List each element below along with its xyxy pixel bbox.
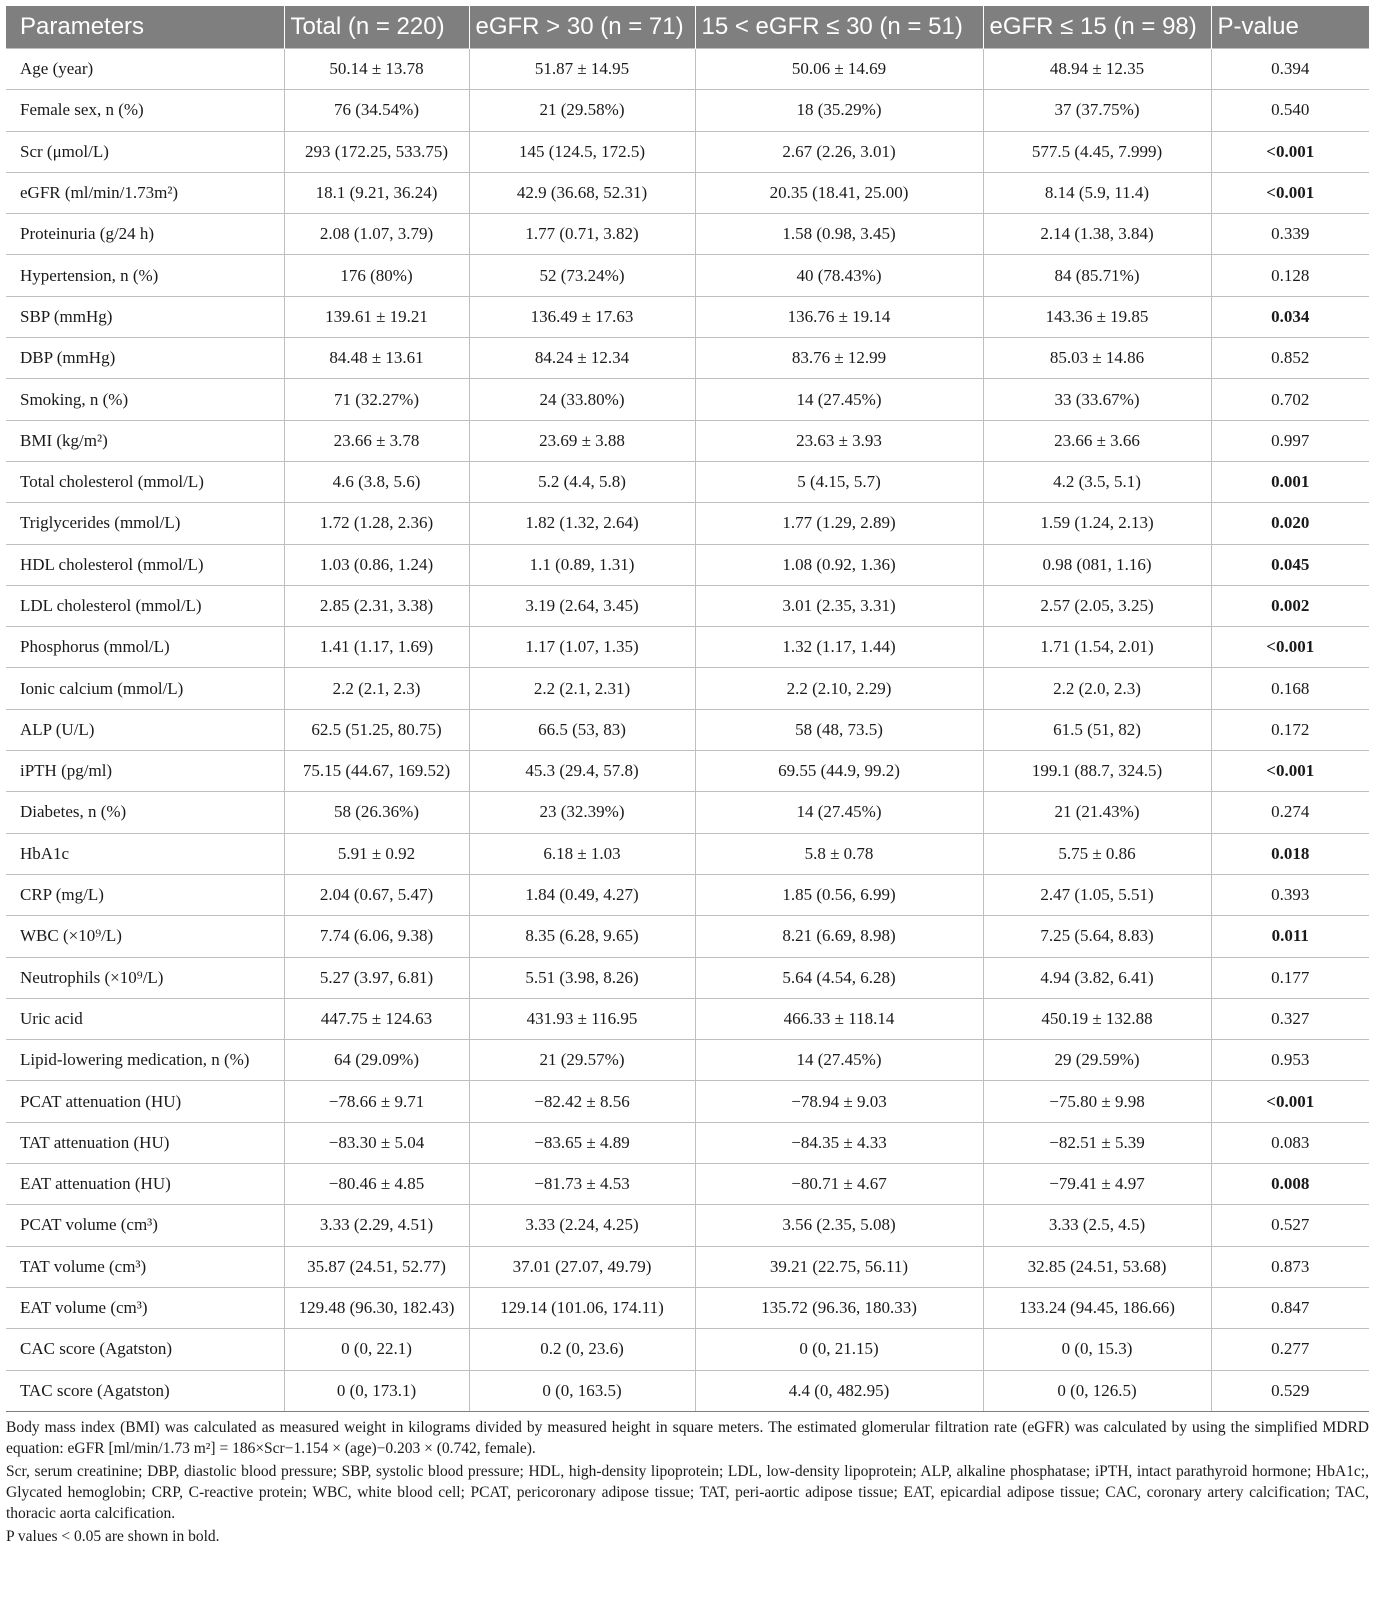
table-row: [6, 1081, 1369, 1122]
parameter-cell: Total cholesterol (mmol/L): [6, 461, 284, 502]
parameter-cell: Smoking, n (%): [6, 379, 284, 420]
egfr-15-30-cell: 0 (0, 21.15): [695, 1329, 983, 1370]
parameter-cell: CRP (mg/L): [6, 874, 284, 915]
p-value-cell: 0.852: [1211, 338, 1369, 379]
egfr-15-30-cell: 8.21 (6.69, 8.98): [695, 916, 983, 957]
total-cell: 176 (80%): [284, 255, 469, 296]
egfr-le-15-cell: 61.5 (51, 82): [983, 709, 1211, 750]
p-value-cell: 0.394: [1211, 49, 1369, 90]
egfr-15-30-cell: 1.32 (1.17, 1.44): [695, 627, 983, 668]
egfr-gt-30-cell: 37.01 (27.07, 49.79): [469, 1246, 695, 1287]
total-cell: 64 (29.09%): [284, 1040, 469, 1081]
baseline-characteristics-table: [6, 6, 1369, 1412]
p-value-cell: 0.327: [1211, 998, 1369, 1039]
egfr-15-30-cell: 3.56 (2.35, 5.08): [695, 1205, 983, 1246]
p-value-cell: 0.011: [1211, 916, 1369, 957]
egfr-le-15-cell: 1.59 (1.24, 2.13): [983, 503, 1211, 544]
parameter-cell: Uric acid: [6, 998, 284, 1039]
p-value-cell: 0.002: [1211, 585, 1369, 626]
table-row: [6, 338, 1369, 379]
total-cell: 62.5 (51.25, 80.75): [284, 709, 469, 750]
total-cell: 7.74 (6.06, 9.38): [284, 916, 469, 957]
p-value-cell: 0.529: [1211, 1370, 1369, 1411]
p-value-cell: <0.001: [1211, 131, 1369, 172]
egfr-le-15-cell: 4.94 (3.82, 6.41): [983, 957, 1211, 998]
parameter-cell: Female sex, n (%): [6, 90, 284, 131]
total-cell: 0 (0, 173.1): [284, 1370, 469, 1411]
egfr-15-30-cell: −80.71 ± 4.67: [695, 1164, 983, 1205]
egfr-15-30-cell: 83.76 ± 12.99: [695, 338, 983, 379]
egfr-15-30-cell: 50.06 ± 14.69: [695, 49, 983, 90]
table-row: [6, 379, 1369, 420]
egfr-le-15-cell: 37 (37.75%): [983, 90, 1211, 131]
egfr-le-15-cell: 0 (0, 126.5): [983, 1370, 1211, 1411]
egfr-15-30-cell: 466.33 ± 118.14: [695, 998, 983, 1039]
table-row: [6, 709, 1369, 750]
egfr-gt-30-cell: 1.1 (0.89, 1.31): [469, 544, 695, 585]
table-row: [6, 461, 1369, 502]
p-value-cell: 0.953: [1211, 1040, 1369, 1081]
total-cell: 139.61 ± 19.21: [284, 296, 469, 337]
p-value-cell: 0.274: [1211, 792, 1369, 833]
egfr-le-15-cell: 29 (29.59%): [983, 1040, 1211, 1081]
egfr-gt-30-cell: −81.73 ± 4.53: [469, 1164, 695, 1205]
egfr-gt-30-cell: 1.82 (1.32, 2.64): [469, 503, 695, 544]
p-value-cell: 0.527: [1211, 1205, 1369, 1246]
table-row: [6, 998, 1369, 1039]
table-row: [6, 916, 1369, 957]
egfr-gt-30-cell: −82.42 ± 8.56: [469, 1081, 695, 1122]
total-cell: 35.87 (24.51, 52.77): [284, 1246, 469, 1287]
table-row: [6, 503, 1369, 544]
p-value-cell: 0.128: [1211, 255, 1369, 296]
p-value-cell: 0.702: [1211, 379, 1369, 420]
table-row: [6, 49, 1369, 90]
parameter-cell: Age (year): [6, 49, 284, 90]
egfr-15-30-cell: −84.35 ± 4.33: [695, 1122, 983, 1163]
egfr-gt-30-cell: 1.17 (1.07, 1.35): [469, 627, 695, 668]
egfr-15-30-cell: 2.2 (2.10, 2.29): [695, 668, 983, 709]
egfr-le-15-cell: 143.36 ± 19.85: [983, 296, 1211, 337]
egfr-le-15-cell: 577.5 (4.45, 7.999): [983, 131, 1211, 172]
table-row: [6, 957, 1369, 998]
egfr-le-15-cell: 3.33 (2.5, 4.5): [983, 1205, 1211, 1246]
parameter-cell: iPTH (pg/ml): [6, 751, 284, 792]
header-parameters: Parameters: [6, 6, 284, 49]
parameter-cell: Triglycerides (mmol/L): [6, 503, 284, 544]
egfr-le-15-cell: 48.94 ± 12.35: [983, 49, 1211, 90]
egfr-gt-30-cell: 6.18 ± 1.03: [469, 833, 695, 874]
egfr-15-30-cell: −78.94 ± 9.03: [695, 1081, 983, 1122]
footnote-abbreviations: Scr, serum creatinine; DBP, diastolic blood pressure; SBP, systolic blood pressure; HDL, high-density lipoprotein; LDL, low-density lipoprotein; ALP, alkaline phosphatase; iPTH, intact parathyroid hormone; HbA1c;, Glycated hemoglobin; CRP, C-reactive protein; WBC, white blood cell; PCAT, pericoronary adipose tissue; TAT, peri-aortic adipose tissue; EAT, epicardial adipose tissue; CAC, coronary artery calcification; TAC, thoracic aorta calcification.: [6, 1462, 1369, 1522]
footnote-bold: P values < 0.05 are shown in bold.: [6, 1527, 220, 1545]
footnote-bmi-egfr: Body mass index (BMI) was calculated as measured weight in kilograms divided by measured height in square meters. The estimated glomerular filtration rate (eGFR) was calculated by using the simplified MDRD equation: eGFR [ml/min/1.73 m²] = 186×Scr−1.154 × (age)−0.203 × (0.742, female).: [6, 1418, 1369, 1457]
egfr-le-15-cell: 5.75 ± 0.86: [983, 833, 1211, 874]
table-row: [6, 833, 1369, 874]
egfr-gt-30-cell: 21 (29.57%): [469, 1040, 695, 1081]
table-row: [6, 1329, 1369, 1370]
parameter-cell: DBP (mmHg): [6, 338, 284, 379]
table-row: [6, 874, 1369, 915]
egfr-le-15-cell: 23.66 ± 3.66: [983, 420, 1211, 461]
table-row: [6, 172, 1369, 213]
total-cell: 76 (34.54%): [284, 90, 469, 131]
egfr-le-15-cell: 4.2 (3.5, 5.1): [983, 461, 1211, 502]
egfr-15-30-cell: 5 (4.15, 5.7): [695, 461, 983, 502]
table-row: [6, 1370, 1369, 1411]
table-row: [6, 627, 1369, 668]
total-cell: 5.27 (3.97, 6.81): [284, 957, 469, 998]
egfr-gt-30-cell: 136.49 ± 17.63: [469, 296, 695, 337]
egfr-le-15-cell: 84 (85.71%): [983, 255, 1211, 296]
table-body: [6, 49, 1369, 1412]
total-cell: 50.14 ± 13.78: [284, 49, 469, 90]
egfr-gt-30-cell: 45.3 (29.4, 57.8): [469, 751, 695, 792]
p-value-cell: 0.001: [1211, 461, 1369, 502]
header-p-value: P-value: [1211, 6, 1369, 49]
egfr-gt-30-cell: 431.93 ± 116.95: [469, 998, 695, 1039]
total-cell: 129.48 (96.30, 182.43): [284, 1287, 469, 1328]
total-cell: 447.75 ± 124.63: [284, 998, 469, 1039]
egfr-15-30-cell: 40 (78.43%): [695, 255, 983, 296]
total-cell: 3.33 (2.29, 4.51): [284, 1205, 469, 1246]
egfr-15-30-cell: 58 (48, 73.5): [695, 709, 983, 750]
table-row: [6, 131, 1369, 172]
total-cell: 18.1 (9.21, 36.24): [284, 172, 469, 213]
egfr-15-30-cell: 1.08 (0.92, 1.36): [695, 544, 983, 585]
parameter-cell: PCAT attenuation (HU): [6, 1081, 284, 1122]
p-value-cell: 0.997: [1211, 420, 1369, 461]
egfr-15-30-cell: 14 (27.45%): [695, 792, 983, 833]
total-cell: 2.2 (2.1, 2.3): [284, 668, 469, 709]
egfr-15-30-cell: 135.72 (96.36, 180.33): [695, 1287, 983, 1328]
table-row: [6, 420, 1369, 461]
total-cell: 2.85 (2.31, 3.38): [284, 585, 469, 626]
egfr-le-15-cell: 1.71 (1.54, 2.01): [983, 627, 1211, 668]
total-cell: 75.15 (44.67, 169.52): [284, 751, 469, 792]
egfr-15-30-cell: 20.35 (18.41, 25.00): [695, 172, 983, 213]
egfr-le-15-cell: 2.2 (2.0, 2.3): [983, 668, 1211, 709]
parameter-cell: Diabetes, n (%): [6, 792, 284, 833]
table-row: [6, 214, 1369, 255]
egfr-le-15-cell: −79.41 ± 4.97: [983, 1164, 1211, 1205]
parameter-cell: BMI (kg/m²): [6, 420, 284, 461]
egfr-le-15-cell: 2.47 (1.05, 5.51): [983, 874, 1211, 915]
egfr-15-30-cell: 1.58 (0.98, 3.45): [695, 214, 983, 255]
egfr-gt-30-cell: 84.24 ± 12.34: [469, 338, 695, 379]
egfr-gt-30-cell: 21 (29.58%): [469, 90, 695, 131]
table-row: [6, 1164, 1369, 1205]
p-value-cell: 0.018: [1211, 833, 1369, 874]
egfr-15-30-cell: 14 (27.45%): [695, 1040, 983, 1081]
egfr-gt-30-cell: 0.2 (0, 23.6): [469, 1329, 695, 1370]
p-value-cell: <0.001: [1211, 172, 1369, 213]
egfr-15-30-cell: 1.77 (1.29, 2.89): [695, 503, 983, 544]
p-value-cell: 0.034: [1211, 296, 1369, 337]
egfr-gt-30-cell: 8.35 (6.28, 9.65): [469, 916, 695, 957]
p-value-cell: 0.083: [1211, 1122, 1369, 1163]
p-value-cell: 0.277: [1211, 1329, 1369, 1370]
p-value-cell: 0.339: [1211, 214, 1369, 255]
parameter-cell: TAT volume (cm³): [6, 1246, 284, 1287]
p-value-cell: 0.172: [1211, 709, 1369, 750]
parameter-cell: Neutrophils (×10⁹/L): [6, 957, 284, 998]
total-cell: 5.91 ± 0.92: [284, 833, 469, 874]
egfr-gt-30-cell: 24 (33.80%): [469, 379, 695, 420]
parameter-cell: LDL cholesterol (mmol/L): [6, 585, 284, 626]
total-cell: −80.46 ± 4.85: [284, 1164, 469, 1205]
egfr-gt-30-cell: 51.87 ± 14.95: [469, 49, 695, 90]
egfr-gt-30-cell: 5.51 (3.98, 8.26): [469, 957, 695, 998]
egfr-le-15-cell: 85.03 ± 14.86: [983, 338, 1211, 379]
egfr-le-15-cell: 8.14 (5.9, 11.4): [983, 172, 1211, 213]
total-cell: 84.48 ± 13.61: [284, 338, 469, 379]
egfr-gt-30-cell: 1.84 (0.49, 4.27): [469, 874, 695, 915]
table-row: [6, 255, 1369, 296]
header-row: [6, 6, 1369, 49]
p-value-cell: 0.393: [1211, 874, 1369, 915]
p-value-cell: 0.045: [1211, 544, 1369, 585]
egfr-le-15-cell: 133.24 (94.45, 186.66): [983, 1287, 1211, 1328]
parameter-cell: Proteinuria (g/24 h): [6, 214, 284, 255]
table-row: [6, 1246, 1369, 1287]
p-value-cell: 0.847: [1211, 1287, 1369, 1328]
total-cell: −78.66 ± 9.71: [284, 1081, 469, 1122]
parameter-cell: HbA1c: [6, 833, 284, 874]
egfr-gt-30-cell: 0 (0, 163.5): [469, 1370, 695, 1411]
egfr-gt-30-cell: 3.33 (2.24, 4.25): [469, 1205, 695, 1246]
egfr-gt-30-cell: 42.9 (36.68, 52.31): [469, 172, 695, 213]
p-value-cell: 0.020: [1211, 503, 1369, 544]
parameter-cell: EAT attenuation (HU): [6, 1164, 284, 1205]
table-row: [6, 1205, 1369, 1246]
table-row: [6, 296, 1369, 337]
parameter-cell: HDL cholesterol (mmol/L): [6, 544, 284, 585]
total-cell: 1.72 (1.28, 2.36): [284, 503, 469, 544]
parameter-cell: Scr (μmol/L): [6, 131, 284, 172]
table-header: [6, 6, 1369, 49]
egfr-gt-30-cell: 2.2 (2.1, 2.31): [469, 668, 695, 709]
total-cell: 58 (26.36%): [284, 792, 469, 833]
egfr-15-30-cell: 3.01 (2.35, 3.31): [695, 585, 983, 626]
total-cell: −83.30 ± 5.04: [284, 1122, 469, 1163]
egfr-le-15-cell: 450.19 ± 132.88: [983, 998, 1211, 1039]
egfr-15-30-cell: 69.55 (44.9, 99.2): [695, 751, 983, 792]
table-row: [6, 544, 1369, 585]
p-value-cell: 0.873: [1211, 1246, 1369, 1287]
parameter-cell: Ionic calcium (mmol/L): [6, 668, 284, 709]
egfr-le-15-cell: −75.80 ± 9.98: [983, 1081, 1211, 1122]
egfr-gt-30-cell: 145 (124.5, 172.5): [469, 131, 695, 172]
p-value-cell: <0.001: [1211, 1081, 1369, 1122]
p-value-cell: 0.168: [1211, 668, 1369, 709]
egfr-15-30-cell: 2.67 (2.26, 3.01): [695, 131, 983, 172]
total-cell: 293 (172.25, 533.75): [284, 131, 469, 172]
egfr-le-15-cell: 199.1 (88.7, 324.5): [983, 751, 1211, 792]
egfr-15-30-cell: 14 (27.45%): [695, 379, 983, 420]
egfr-gt-30-cell: 52 (73.24%): [469, 255, 695, 296]
egfr-le-15-cell: −82.51 ± 5.39: [983, 1122, 1211, 1163]
table-row: [6, 751, 1369, 792]
table-row: [6, 1122, 1369, 1163]
total-cell: 0 (0, 22.1): [284, 1329, 469, 1370]
egfr-le-15-cell: 0.98 (081, 1.16): [983, 544, 1211, 585]
egfr-15-30-cell: 5.64 (4.54, 6.28): [695, 957, 983, 998]
parameter-cell: TAC score (Agatston): [6, 1370, 284, 1411]
total-cell: 1.03 (0.86, 1.24): [284, 544, 469, 585]
total-cell: 23.66 ± 3.78: [284, 420, 469, 461]
total-cell: 2.08 (1.07, 3.79): [284, 214, 469, 255]
egfr-gt-30-cell: 23.69 ± 3.88: [469, 420, 695, 461]
header-egfr-15-30: 15 < eGFR ≤ 30 (n = 51): [695, 6, 983, 49]
p-value-cell: 0.177: [1211, 957, 1369, 998]
header-egfr-le-15: eGFR ≤ 15 (n = 98): [983, 6, 1211, 49]
egfr-gt-30-cell: 23 (32.39%): [469, 792, 695, 833]
egfr-le-15-cell: 21 (21.43%): [983, 792, 1211, 833]
table-row: [6, 1040, 1369, 1081]
table-row: [6, 1287, 1369, 1328]
egfr-le-15-cell: 7.25 (5.64, 8.83): [983, 916, 1211, 957]
egfr-le-15-cell: 32.85 (24.51, 53.68): [983, 1246, 1211, 1287]
parameter-cell: Hypertension, n (%): [6, 255, 284, 296]
table-page: [6, 6, 1369, 1549]
header-egfr-gt-30: eGFR > 30 (n = 71): [469, 6, 695, 49]
egfr-gt-30-cell: 1.77 (0.71, 3.82): [469, 214, 695, 255]
egfr-le-15-cell: 2.14 (1.38, 3.84): [983, 214, 1211, 255]
egfr-gt-30-cell: −83.65 ± 4.89: [469, 1122, 695, 1163]
total-cell: 1.41 (1.17, 1.69): [284, 627, 469, 668]
egfr-15-30-cell: 18 (35.29%): [695, 90, 983, 131]
egfr-gt-30-cell: 5.2 (4.4, 5.8): [469, 461, 695, 502]
parameter-cell: SBP (mmHg): [6, 296, 284, 337]
p-value-cell: 0.540: [1211, 90, 1369, 131]
egfr-15-30-cell: 136.76 ± 19.14: [695, 296, 983, 337]
p-value-cell: 0.008: [1211, 1164, 1369, 1205]
table-row: [6, 585, 1369, 626]
header-total: Total (n = 220): [284, 6, 469, 49]
egfr-gt-30-cell: 3.19 (2.64, 3.45): [469, 585, 695, 626]
parameter-cell: Lipid-lowering medication, n (%): [6, 1040, 284, 1081]
egfr-le-15-cell: 0 (0, 15.3): [983, 1329, 1211, 1370]
parameter-cell: eGFR (ml/min/1.73m²): [6, 172, 284, 213]
parameter-cell: PCAT volume (cm³): [6, 1205, 284, 1246]
egfr-15-30-cell: 1.85 (0.56, 6.99): [695, 874, 983, 915]
egfr-15-30-cell: 39.21 (22.75, 56.11): [695, 1246, 983, 1287]
table-row: [6, 668, 1369, 709]
p-value-cell: <0.001: [1211, 751, 1369, 792]
parameter-cell: TAT attenuation (HU): [6, 1122, 284, 1163]
egfr-15-30-cell: 4.4 (0, 482.95): [695, 1370, 983, 1411]
egfr-le-15-cell: 33 (33.67%): [983, 379, 1211, 420]
parameter-cell: Phosphorus (mmol/L): [6, 627, 284, 668]
total-cell: 4.6 (3.8, 5.6): [284, 461, 469, 502]
table-row: [6, 792, 1369, 833]
egfr-le-15-cell: 2.57 (2.05, 3.25): [983, 585, 1211, 626]
p-value-cell: <0.001: [1211, 627, 1369, 668]
total-cell: 2.04 (0.67, 5.47): [284, 874, 469, 915]
parameter-cell: ALP (U/L): [6, 709, 284, 750]
table-footnotes: [6, 1417, 1369, 1547]
parameter-cell: WBC (×10⁹/L): [6, 916, 284, 957]
egfr-gt-30-cell: 129.14 (101.06, 174.11): [469, 1287, 695, 1328]
parameter-cell: EAT volume (cm³): [6, 1287, 284, 1328]
egfr-15-30-cell: 5.8 ± 0.78: [695, 833, 983, 874]
egfr-gt-30-cell: 66.5 (53, 83): [469, 709, 695, 750]
egfr-15-30-cell: 23.63 ± 3.93: [695, 420, 983, 461]
table-row: [6, 90, 1369, 131]
total-cell: 71 (32.27%): [284, 379, 469, 420]
parameter-cell: CAC score (Agatston): [6, 1329, 284, 1370]
